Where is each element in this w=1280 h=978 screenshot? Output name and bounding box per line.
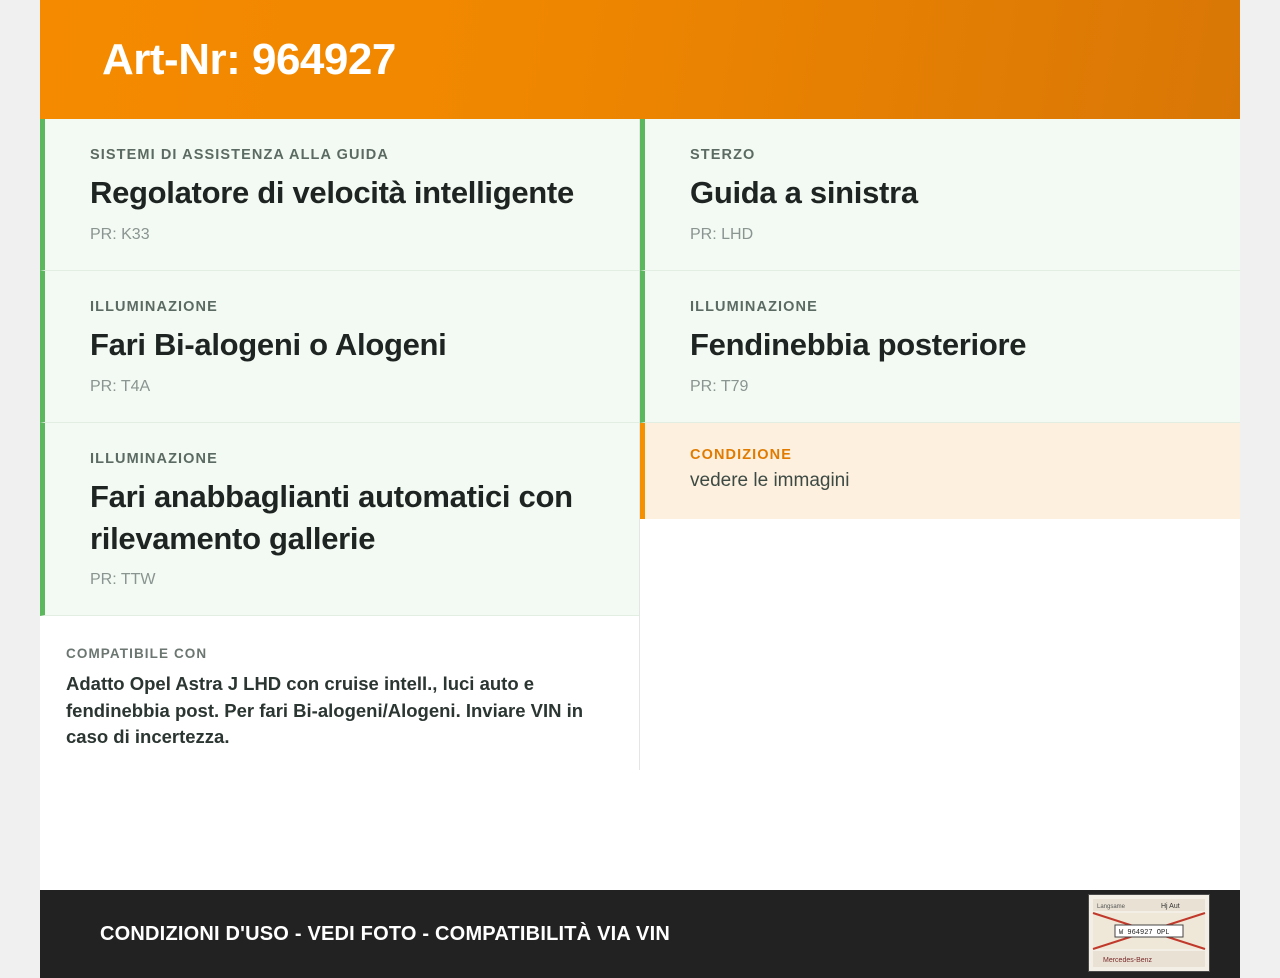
feature-title: Fari Bi-alogeni o Alogeni: [90, 326, 447, 362]
feature-pr-code: PR: T79: [690, 377, 749, 395]
feature-category: STERZO: [690, 147, 756, 163]
feature-category: ILLUMINAZIONE: [90, 298, 218, 315]
compatibility-text: Adatto Opel Astra J LHD con cruise intell., luci auto e fendinebbia post. Per fari Bi-alogeni/Alogeni. Inviare VIN in caso di incertezza.: [66, 673, 584, 747]
feature-title: Fendinebbia posteriore: [690, 326, 1027, 362]
feature-title: Fari anabbaglianti automatici con rilevamento gallerie: [90, 478, 573, 556]
feature-title: Regolatore di velocità intelligente: [90, 175, 574, 210]
svg-text:Hj Aut: Hj Aut: [1161, 903, 1180, 910]
svg-text:W 964927 OPL: W 964927 OPL: [1119, 929, 1170, 937]
svg-text:Langsame: Langsame: [1097, 904, 1126, 910]
feature-pr-code: PR: T4A: [90, 377, 151, 395]
svg-text:Mercedes-Benz: Mercedes-Benz: [1103, 957, 1153, 964]
feature-pr-code: PR: LHD: [690, 225, 754, 243]
footer-text: CONDIZIONI D'USO - VEDI FOTO - COMPATIBILITÀ VIA VIN: [100, 922, 670, 945]
header-banner: [40, 0, 1240, 119]
feature-card: [640, 119, 1240, 271]
product-sheet: [40, 0, 1240, 978]
article-number: Art-Nr: 964927: [102, 34, 396, 84]
feature-card: [40, 119, 639, 271]
feature-category: ILLUMINAZIONE: [690, 298, 818, 315]
condition-label: CONDIZIONE: [690, 446, 793, 463]
feature-category: SISTEMI DI ASSISTENZA ALLA GUIDA: [90, 147, 389, 163]
feature-card: [40, 271, 639, 423]
feature-category: ILLUMINAZIONE: [90, 450, 218, 467]
compatibility-block: [40, 616, 639, 770]
right-column: [640, 119, 1240, 519]
footer-bar: [40, 890, 1240, 978]
feature-pr-code: PR: K33: [90, 225, 150, 243]
left-column: [40, 119, 640, 770]
feature-title: Guida a sinistra: [690, 175, 918, 210]
stamp-graphic: [1089, 895, 1209, 971]
vehicle-registration-stamp-icon: [1088, 894, 1210, 972]
feature-columns: [40, 119, 1240, 890]
feature-card: [40, 423, 639, 617]
feature-card: [640, 271, 1240, 423]
condition-card: [640, 423, 1240, 520]
condition-value: vedere le immagini: [690, 469, 850, 491]
feature-pr-code: PR: TTW: [90, 571, 156, 589]
compatibility-label: COMPATIBILE CON: [66, 646, 208, 662]
